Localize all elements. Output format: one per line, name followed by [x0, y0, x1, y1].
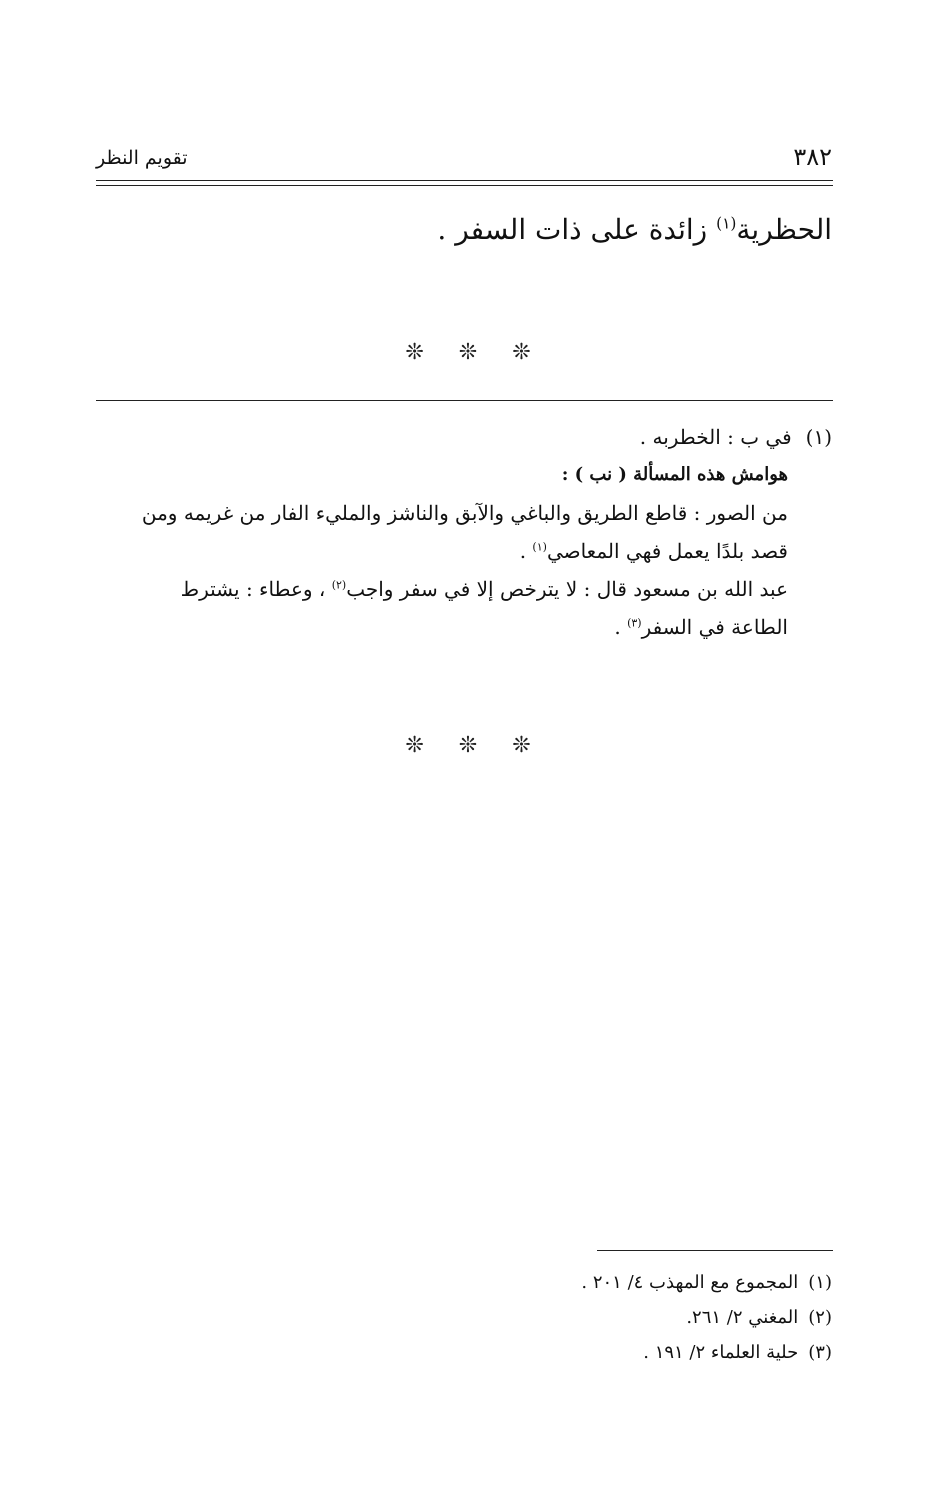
paragraph-2-end: .: [614, 615, 628, 639]
footnote-item: [432, 1335, 832, 1370]
footnote-rule: [597, 1250, 833, 1251]
notes-section: [95, 456, 832, 646]
paragraph-2-line-1: [95, 570, 788, 608]
paragraph-2-line-2: [95, 608, 788, 646]
footnote-number: (٢): [808, 1307, 832, 1328]
footnote-number: (٣): [808, 1342, 832, 1363]
footnote-item: [432, 1265, 832, 1300]
main-text-start: الحظرية: [736, 213, 832, 246]
main-text-end: زائدة على ذات السفر .: [437, 213, 717, 246]
paragraph-1-line-1: من الصور : قاطع الطريق والباغي والآبق والناشز والمليء الفار من غريمه ومن: [141, 501, 788, 525]
note-1: [95, 418, 832, 456]
section-separator-stars: ❊ ❊ ❊: [405, 340, 545, 365]
notes-heading: هوامش هذه المسألة ( نب ) :: [561, 464, 788, 485]
footnotes-list: [432, 1265, 832, 1370]
paragraph-1-end: .: [519, 539, 533, 563]
paragraph-1-line-2: [95, 532, 788, 570]
footnote-number: (١): [808, 1272, 832, 1293]
running-title: تقويم النظر: [96, 147, 188, 169]
notes-divider-rule: [96, 400, 833, 401]
paragraph-2-line-1-b: ، وعطاء : يشترط: [180, 577, 332, 601]
paragraph-2-line-2-text: الطاعة في السفر: [641, 615, 788, 639]
footnote-ref: (١): [716, 214, 737, 233]
paragraph-1-line-2-text: قصد بلدًا يعمل فهي المعاصي: [546, 539, 788, 563]
footnote-text: المغني ٢/ ٢٦١.: [686, 1307, 799, 1328]
header-rule-top: [96, 180, 833, 181]
page-number: ٣٨٢: [793, 143, 832, 171]
footnote-ref: (٢): [331, 578, 347, 592]
section-separator-stars: ❊ ❊ ❊: [405, 733, 545, 758]
footnote-text: حلية العلماء ٢/ ١٩١ .: [643, 1342, 799, 1363]
main-text-line: [437, 213, 832, 246]
footnote-ref: (٣): [627, 616, 642, 630]
note-1-text: في ب : الخطربه .: [639, 425, 792, 449]
note-1-number: (١): [805, 425, 832, 449]
header-rule-bottom: [96, 185, 833, 186]
footnote-item: [432, 1300, 832, 1335]
footnote-text: المجموع مع المهذب ٤/ ٢٠١ .: [581, 1272, 799, 1293]
footnote-ref: (١): [532, 540, 547, 554]
paragraph-2-line-1-a: عبد الله بن مسعود قال : لا يترخص إلا في سفر واجب: [346, 577, 788, 601]
apparatus-notes: [95, 418, 832, 646]
